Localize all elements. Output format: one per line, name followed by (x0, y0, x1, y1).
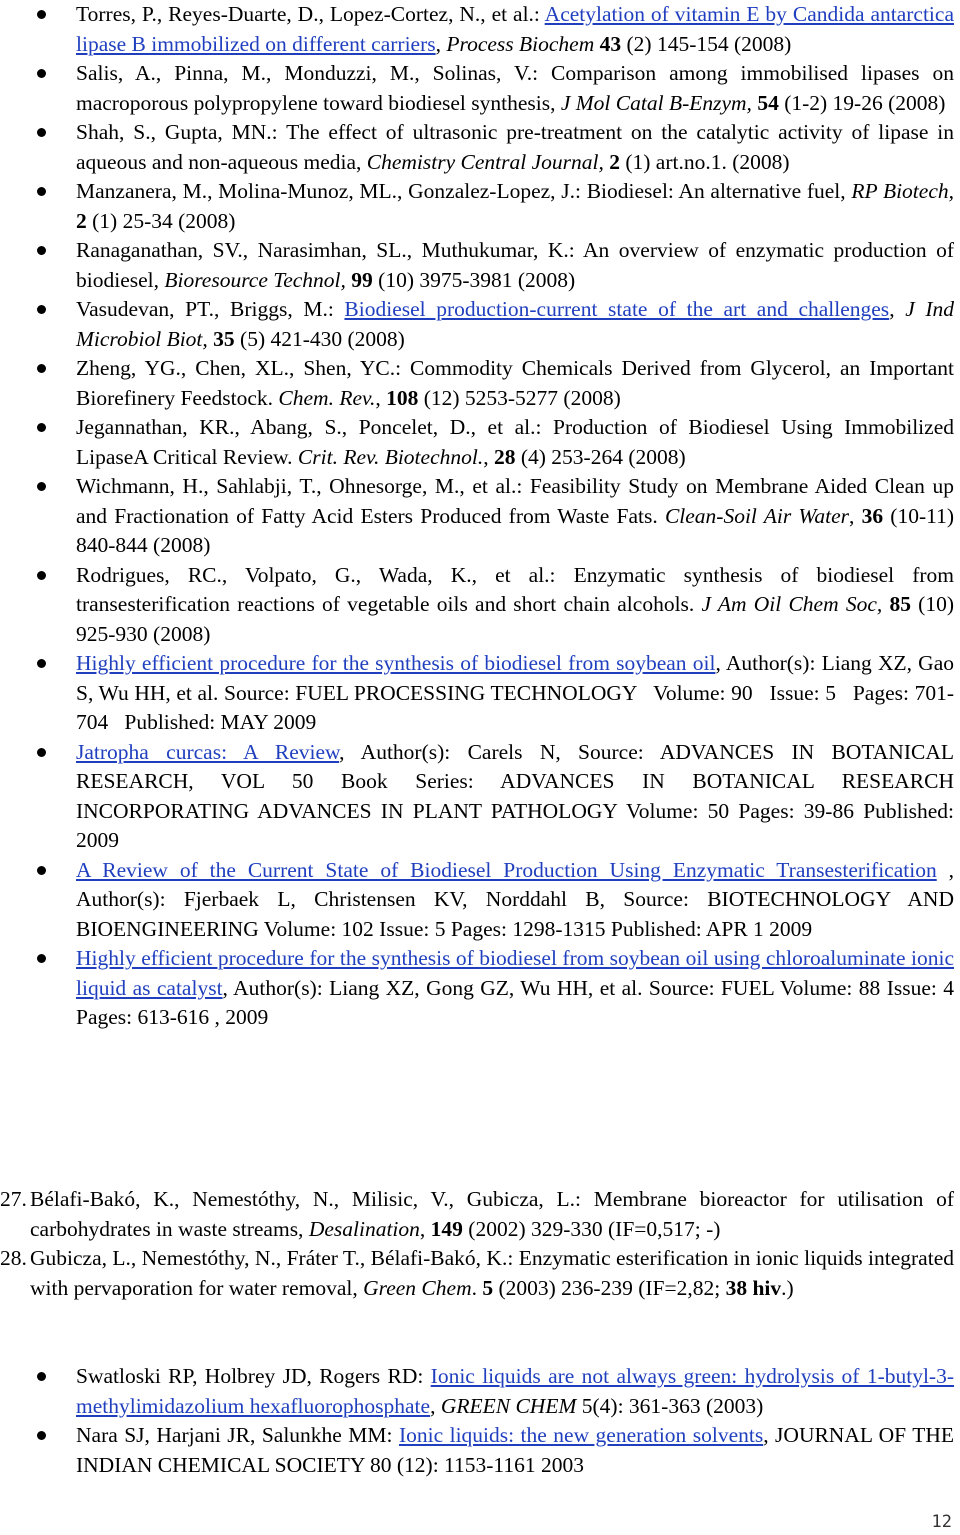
reference-item: Torres, P., Reyes-Duarte, D., Lopez-Cortez, N., et al.: Acetylation of vitamin E by Candida antarctica lipase B immobilized on different carriers, Process Biochem 43 (2) 145-154 (2008) (36, 0, 954, 59)
reference-item: Rodrigues, RC., Volpato, G., Wada, K., et al.: Enzymatic synthesis of biodiesel from transesterification reactions of vegetable oils and short chain alcohols. J Am Oil Chem Soc, 85 (10) 925-930 (2008) (36, 561, 954, 650)
reference-item: Vasudevan, PT., Briggs, M.: Biodiesel production-current state of the art and challenges, J Ind Microbiol Biot, 35 (5) 421-430 (2008) (36, 295, 954, 354)
reference-item: Salis, A., Pinna, M., Monduzzi, M., Solinas, V.: Comparison among immobilised lipases on macroporous polypropylene toward biodiesel synthesis, J Mol Catal B-Enzym, 54 (1-2) 19-26 (2008) (36, 59, 954, 118)
reference-list-b (36, 1362, 954, 1480)
reference-item: Swatloski RP, Holbrey JD, Rogers RD: Ionic liquids are not always green: hydrolysis of 1-butyl-3-methylimidazolium hexafluorophosphate, GREEN CHEM 5(4): 361-363 (2003) (36, 1362, 954, 1421)
reference-item: Highly efficient procedure for the synthesis of biodiesel from soybean oil, Author(s): Liang XZ, Gao S, Wu HH, et al. Source: FUEL PROCESSING TECHNOLOGY Volume: 90 Issue: 5 Pages: 701-704 Published: MAY 2009 (36, 649, 954, 738)
numbered-reference-list (0, 1185, 954, 1303)
reference-link[interactable]: A Review of the Current State of Biodiesel Production Using Enzymatic Transesterification (76, 857, 937, 882)
reference-link[interactable]: Ionic liquids are not always green: hydrolysis of 1-butyl-3-methylimidazolium hexafluorophosphate (76, 1364, 954, 1418)
reference-link[interactable]: Highly efficient procedure for the synthesis of biodiesel from soybean oil using chloroaluminate ionic liquid as catalyst (76, 946, 954, 1000)
item-number: 28. (0, 1246, 27, 1270)
reference-item: Shah, S., Gupta, MN.: The effect of ultrasonic pre-treatment on the catalytic activity of lipase in aqueous and non-aqueous media, Chemistry Central Journal, 2 (1) art.no.1. (2008) (36, 118, 954, 177)
reference-item: Jegannathan, KR., Abang, S., Poncelet, D., et al.: Production of Biodiesel Using Immobilized LipaseA Critical Review. Crit. Rev. Biotechnol., 28 (4) 253-264 (2008) (36, 413, 954, 472)
reference-list-a (36, 0, 960, 1033)
reference-link[interactable]: Highly efficient procedure for the synthesis of biodiesel from soybean oil (76, 651, 716, 675)
reference-link[interactable]: Acetylation of vitamin E by Candida antarctica lipase B immobilized on different carriers (76, 2, 954, 56)
reference-item: Zheng, YG., Chen, XL., Shen, YC.: Commodity Chemicals Derived from Glycerol, an Important Biorefinery Feedstock. Chem. Rev., 108 (12) 5253-5277 (2008) (36, 354, 954, 413)
page-number: 12 (931, 1512, 952, 1532)
reference-link[interactable]: Jatropha curcas: A Review (76, 739, 340, 764)
reference-item: Jatropha curcas: A Review, Author(s): Carels N, Source: ADVANCES IN BOTANICAL RESEARCH, VOL 50 Book Series: ADVANCES IN BOTANICAL RESEARCH INCORPORATING ADVANCES IN PLANT PATHOLOGY Volume: 50 Pages: 39-86 Published: 2009 (36, 738, 954, 856)
reference-item: Wichmann, H., Sahlabji, T., Ohnesorge, M., et al.: Feasibility Study on Membrane Aided Clean up and Fractionation of Fatty Acid Esters Produced from Waste Fats. Clean-Soil Air Water, 36 (10-11) 840-844 (2008) (36, 472, 954, 561)
item-number: 27. (0, 1187, 27, 1211)
reference-item: Ranaganathan, SV., Narasimhan, SL., Muthukumar, K.: An overview of enzymatic production of biodiesel, Bioresource Technol, 99 (10) 3975-3981 (2008) (36, 236, 954, 295)
numbered-reference-item: 28. Gubicza, L., Nemestóthy, N., Fráter T., Bélafi-Bakó, K.: Enzymatic esterification in ionic liquids integrated with pervaporation for water removal, Green Chem. 5 (2003) 236-239 (IF=2,82; 38 hiv.) (0, 1246, 954, 1300)
reference-item: Nara SJ, Harjani JR, Salunkhe MM: Ionic liquids: the new generation solvents, JOURNAL OF THE INDIAN CHEMICAL SOCIETY 80 (12): 1153-1161 2003 (36, 1421, 954, 1480)
reference-link[interactable]: Biodiesel production-current state of the art and challenges (344, 297, 890, 321)
reference-item: Highly efficient procedure for the synthesis of biodiesel from soybean oil using chloroaluminate ionic liquid as catalyst, Author(s): Liang XZ, Gong GZ, Wu HH, et al. Source: FUEL Volume: 88 Issue: 4 Pages: 613-616 , 2009 (36, 944, 954, 1033)
reference-link[interactable]: Ionic liquids: the new generation solvents (398, 1423, 764, 1447)
reference-item: Manzanera, M., Molina-Munoz, ML., Gonzalez-Lopez, J.: Biodiesel: An alternative fuel, RP Biotech, 2 (1) 25-34 (2008) (36, 177, 954, 236)
reference-item: A Review of the Current State of Biodiesel Production Using Enzymatic Transesterification , Author(s): Fjerbaek L, Christensen KV, Norddahl B, Source: BIOTECHNOLOGY AND BIOENGINEERING Volume: 102 Issue: 5 Pages: 1298-1315 Published: APR 1 2009 (36, 856, 954, 945)
numbered-reference-item: 27. Bélafi-Bakó, K., Nemestóthy, N., Milisic, V., Gubicza, L.: Membrane bioreactor for utilisation of carbohydrates in waste streams, Desalination, 149 (2002) 329-330 (IF=0,517; -) (0, 1187, 954, 1241)
